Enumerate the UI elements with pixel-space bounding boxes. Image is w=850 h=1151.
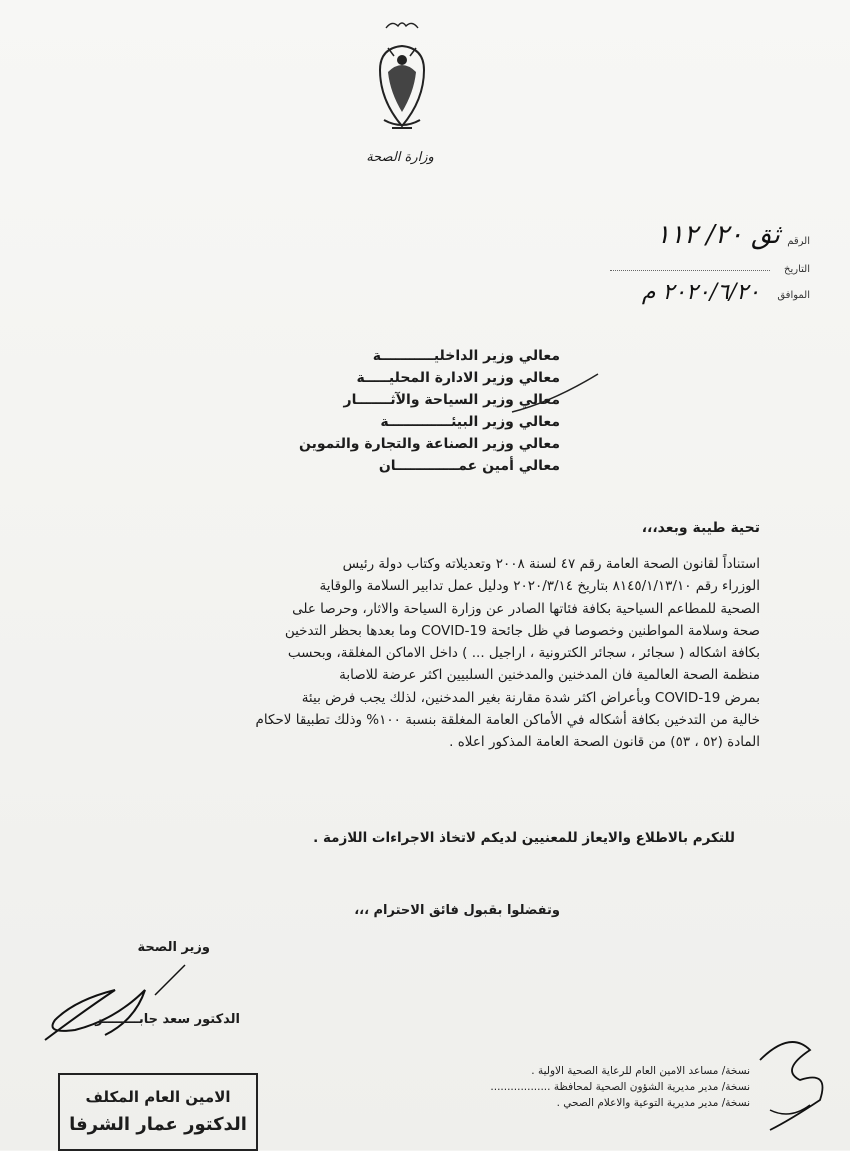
copies-signature-scribble: [740, 1030, 830, 1140]
recipient-industry: معالي وزير الصناعة والتجارة والتموين: [299, 436, 560, 452]
secretary-general-stamp: [58, 1073, 258, 1151]
body-line: بمرض COVID-19 وبأعراض اكثر شدة مقارنة بغير المدخنين، لذلك يجب فرض بيئة: [301, 689, 760, 706]
copy-line: نسخة/ مساعد الامين العام للرعاية الصحية الاولية .: [531, 1065, 750, 1077]
request-line: للتكرم بالاطلاع والايعاز للمعنيين لديكم لاتخاذ الاجراءات اللازمة .: [313, 830, 735, 846]
copies-list: [330, 1063, 750, 1111]
signature-name: الدكتور سعد جابــــــــر: [95, 1012, 240, 1027]
reference-number-value: ثق ٢٠/ ١١٢: [655, 220, 780, 250]
reference-corresponding-label: الموافق: [777, 290, 810, 301]
copy-line: نسخة/ مدير مديرية الشؤون الصحية لمحافظة ..................: [490, 1081, 750, 1093]
stamp-title: الامين العام المكلف: [85, 1088, 231, 1106]
stamp-name: الدكتور عمار الشرفا: [69, 1114, 247, 1135]
body-line: المادة (٥٢ ، ٥٣) من قانون الصحة العامة المذكور اعلاه .: [449, 734, 760, 751]
body-line: صحة وسلامة المواطنين وخصوصا في ظل جائحة COVID-19 وما بعدها بحظر التدخين: [284, 622, 760, 639]
signature-mark: [35, 960, 205, 1050]
signature-title: وزير الصحة: [137, 940, 210, 955]
body-line: استناداً لقانون الصحة العامة رقم ٤٧ لسنة ٢٠٠٨ وتعديلاته وكتاب دولة رئيس: [342, 556, 760, 572]
recipient-amman-mayor: معالي أمين عمـــــــــــــان: [378, 458, 560, 474]
recipient-interior: معالي وزير الداخليـــــــــــة: [372, 348, 560, 364]
recipient-tick-mark: [510, 372, 600, 422]
reference-number-label: الرقم: [787, 236, 810, 247]
coat-of-arms-emblem: [372, 10, 432, 160]
reference-date-label: التاريخ: [784, 264, 810, 275]
body-line: الصحية للمطاعم السياحية بكافة فئاتها الصادر عن وزارة السياحة والاثار، وحرصا على: [292, 600, 760, 617]
body-line: بكافة اشكاله ( سجائر ، سجائر الكترونية ، اراجيل ... ) داخل الاماكن المغلقة، وبحسب: [287, 645, 760, 662]
ministry-name: وزارة الصحة: [366, 150, 434, 165]
copy-line: نسخة/ مدير مديرية التوعية والاعلام الصحي .: [556, 1097, 750, 1109]
reference-date-dots: [610, 270, 770, 271]
body-line: الوزراء رقم ٨١٤٥/١/١٣/١٠ بتاريخ ٢٠٢٠/٣/١٤ ودليل عمل تدابير السلامة والوقاية: [319, 578, 760, 595]
recipient-environment: معالي وزير البيئـــــــــــــة: [380, 414, 560, 430]
body-line: منظمة الصحة العالمية فان المدخنين والمدخنين السلبيين اكثر عرضة للاصابة: [339, 667, 760, 684]
reference-corresponding-value: ٢٠٢٠/٦/٢٠ م: [641, 280, 760, 305]
body-line: خالية من التدخين بكافة أشكاله في الأماكن العامة المغلقة بنسبة ١٠٠% وذلك تطبيقا لاحكام: [255, 712, 760, 729]
greeting: تحية طيبة وبعد،،،: [641, 520, 760, 536]
recipient-local-admin: معالي وزير الادارة المحليـــــة: [356, 370, 560, 386]
body-paragraph: [140, 553, 760, 754]
closing-line: وتفضلوا بقبول فائق الاحترام ،،،: [354, 903, 560, 918]
recipient-tourism: معالي وزير السياحة والآثـــــــار: [343, 392, 560, 408]
